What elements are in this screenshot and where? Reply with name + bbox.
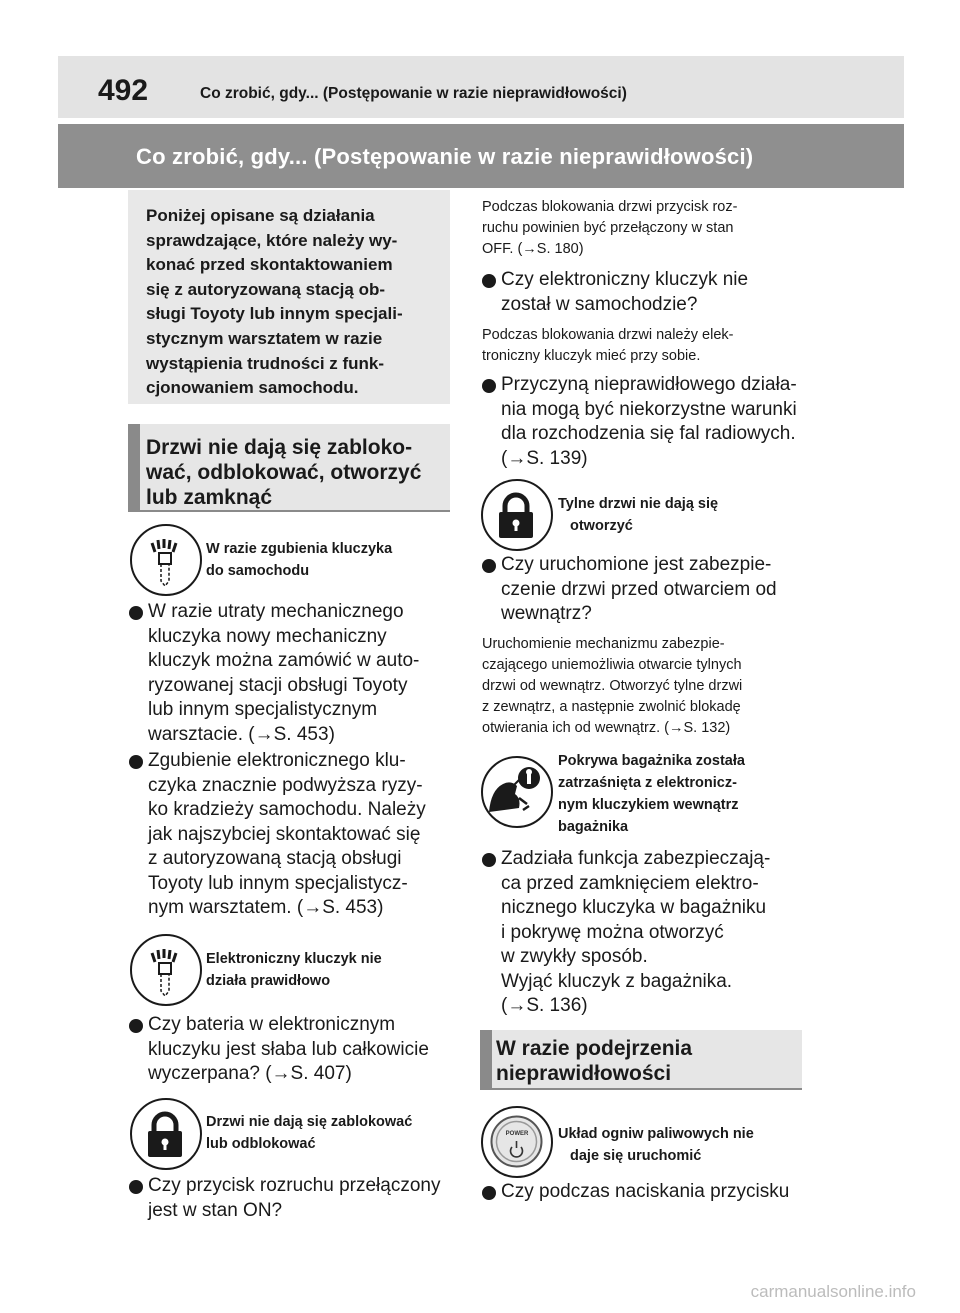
bullet — [129, 1180, 143, 1194]
padlock-icon — [130, 1098, 202, 1170]
caption-lock: Drzwi nie dają się zablokować lub odblokować — [206, 1114, 413, 1152]
watermark: carmanualsonline.info — [750, 1282, 916, 1301]
bullet — [129, 755, 143, 769]
paragraph: Uruchomienie mechanizmu zabezpie- czającego uniemożliwia otwarcie tylnych drzwi od wewnątrz. Otworzyć tylne drzwi z zewnątrz, a następnie zwolnić blokadę otwierania ich od wewnątrz. (→S. 132) — [482, 636, 743, 736]
bullet — [482, 559, 496, 573]
intro-line: cjonowaniem samochodu. — [146, 378, 359, 398]
bullet-text: Przyczyną nieprawidłowego działa- nia mogą być niekorzystne warunki dla rozchodzenia się fal radiowych. (→S. 139) — [501, 374, 797, 469]
caption-ekey: Elektroniczny kluczyk nie działa prawidłowo — [206, 951, 382, 989]
caption-trunk: Pokrywa bagażnika została zatrzaśnięta z elektronicz- nym kluczykiem wewnątrz bagażnika — [558, 753, 745, 835]
intro-line: wystąpienia trudności z funk- — [146, 353, 385, 373]
bullet-text: Zgubienie elektronicznego klu- czyka znacznie podwyższa ryzy- ko kradzieży samochodu. Należy jak najszybciej skontaktować się z autoryzowaną stacją obsługi Toyoty lub innym specjalistycz- nym warsztatem. (→S. 453) — [148, 750, 426, 918]
bullet — [482, 1186, 496, 1200]
bullet — [482, 274, 496, 288]
running-head: Co zrobić, gdy... (Postępowanie w razie nieprawidłowości) — [200, 85, 627, 102]
subheading-malfunction-text: W razie podejrzenia nieprawidłowości — [496, 1037, 693, 1085]
intro-line: sługi Toyoty lub innym specjali- — [146, 304, 403, 324]
bullet-text: Czy przycisk rozruchu przełączony jest w stan ON? — [148, 1175, 441, 1221]
bullet-text: Zadziała funkcja zabezpieczają- ca przed zamknięciem elektro- nicznego kluczyka w bagażniku i pokrywę można otworzyć w zwykły sposób. Wyjąć kluczyk z bagażnika. (→S. 136) — [501, 848, 771, 1016]
bullet-text: Czy bateria w elektronicznym kluczyku jest słaba lub całkowicie wyczerpana? (→S. 407) — [148, 1014, 429, 1084]
bullet-text: W razie utraty mechanicznego kluczyka nowy mechaniczny kluczyk można zamówić w auto- ryzowanej stacji obsługi Toyoty lub innym specjalistycznym warsztacie. (→S. 453) — [148, 601, 420, 745]
key-icon — [130, 934, 202, 1006]
intro-text — [146, 204, 446, 401]
bullet — [482, 853, 496, 867]
page-number: 492 — [98, 74, 149, 107]
intro-line: Poniżej opisane są działania — [146, 206, 375, 225]
key-in-trunk-icon — [481, 756, 553, 828]
caption-engine: Układ ogniw paliwowych nie daje się uruchomić — [558, 1126, 754, 1164]
bullet-text: Czy elektroniczny kluczyk nie został w samochodzie? — [501, 269, 749, 315]
intro-line: stycznym warsztatem w razie — [146, 328, 383, 348]
intro-line: sprawdzające, które należy wy- — [146, 230, 398, 250]
padlock-icon — [481, 479, 553, 551]
bullet — [129, 606, 143, 620]
paragraph: Podczas blokowania drzwi należy elek- troniczny kluczyk mieć przy sobie. — [482, 327, 734, 364]
bullet-text: Czy uruchomione jest zabezpie- czenie drzwi przed otwarciem od wewnątrz? — [501, 554, 777, 624]
intro-line: konać przed skontaktowaniem — [146, 255, 393, 275]
section-title: Co zrobić, gdy... (Postępowanie w razie nieprawidłowości) — [136, 144, 754, 169]
power-label: POWER — [505, 1131, 529, 1137]
intro-line: się z autoryzowaną stacją ob- — [146, 279, 386, 299]
key-icon — [130, 524, 202, 596]
bullet — [482, 379, 496, 393]
bullet-text: Czy podczas naciskania przycisku — [501, 1181, 790, 1202]
bullet — [129, 1019, 143, 1033]
subheading-doors-text: Drzwi nie dają się zabloko- wać, odblokować, otworzyć lub zamknąć — [146, 436, 422, 509]
paragraph: Podczas blokowania drzwi przycisk roz- ruchu powinien być przełączony w stan OFF. (→S. 180) — [482, 199, 738, 257]
caption-rear-door: Tylne drzwi nie dają się otworzyć — [558, 496, 719, 534]
caption-lost-key: W razie zgubienia kluczyka do samochodu — [206, 541, 393, 579]
power-button-icon — [481, 1106, 553, 1178]
